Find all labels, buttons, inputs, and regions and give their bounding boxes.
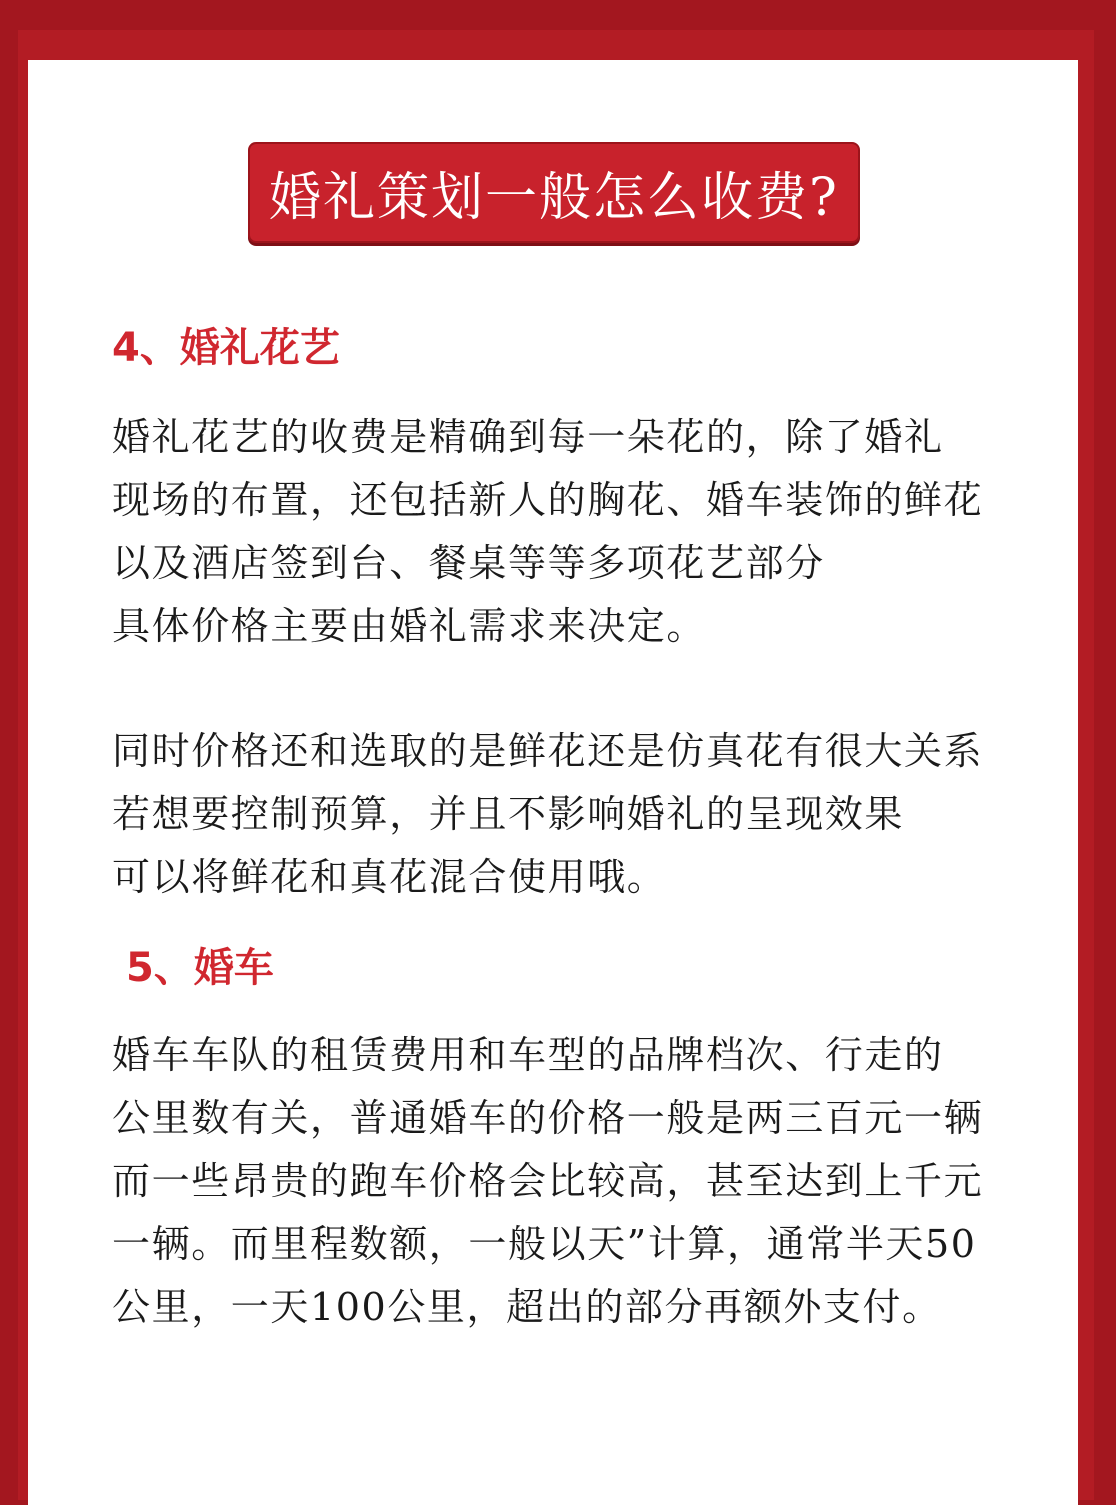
paragraph-line: 公里，一天100公里，超出的部分再额外支付。 [112, 1285, 942, 1329]
section-heading-wedding-car: 5、婚车 [126, 945, 274, 991]
paragraph-line: 一辆。而里程数额，一般以天”计算，通常半天50 [112, 1222, 977, 1266]
page-title: 婚礼策划一般怎么收费? [269, 168, 839, 228]
paragraph-line: 婚车车队的租赁费用和车型的品牌档次、行走的 [112, 1033, 944, 1077]
flowers-paragraph-2 [112, 720, 983, 909]
paragraph-line: 可以将鲜花和真花混合使用哦。 [112, 855, 667, 899]
paragraph-line: 现场的布置，还包括新人的胸花、婚车装饰的鲜花 [112, 478, 984, 522]
wedding-car-paragraph [112, 1024, 983, 1339]
paragraph-line: 若想要控制预算，并且不影响婚礼的呈现效果 [112, 792, 905, 836]
content-card [28, 60, 1078, 1505]
paragraph-line: 公里数有关，普通婚车的价格一般是两三百元一辆 [112, 1096, 984, 1140]
paragraph-line: 以及酒店签到台、餐桌等等多项花艺部分 [112, 541, 825, 585]
section-heading-flowers: 4、婚礼花艺 [112, 325, 340, 371]
paragraph-line: 具体价格主要由婚礼需求来决定。 [112, 604, 707, 648]
paragraph-line: 而一些昂贵的跑车价格会比较高，甚至达到上千元 [112, 1159, 984, 1203]
title-banner [248, 142, 860, 243]
paragraph-line: 同时价格还和选取的是鲜花还是仿真花有很大关系 [112, 729, 984, 773]
flowers-paragraph-1 [112, 406, 983, 658]
paragraph-line: 婚礼花艺的收费是精确到每一朵花的，除了婚礼 [112, 415, 944, 459]
